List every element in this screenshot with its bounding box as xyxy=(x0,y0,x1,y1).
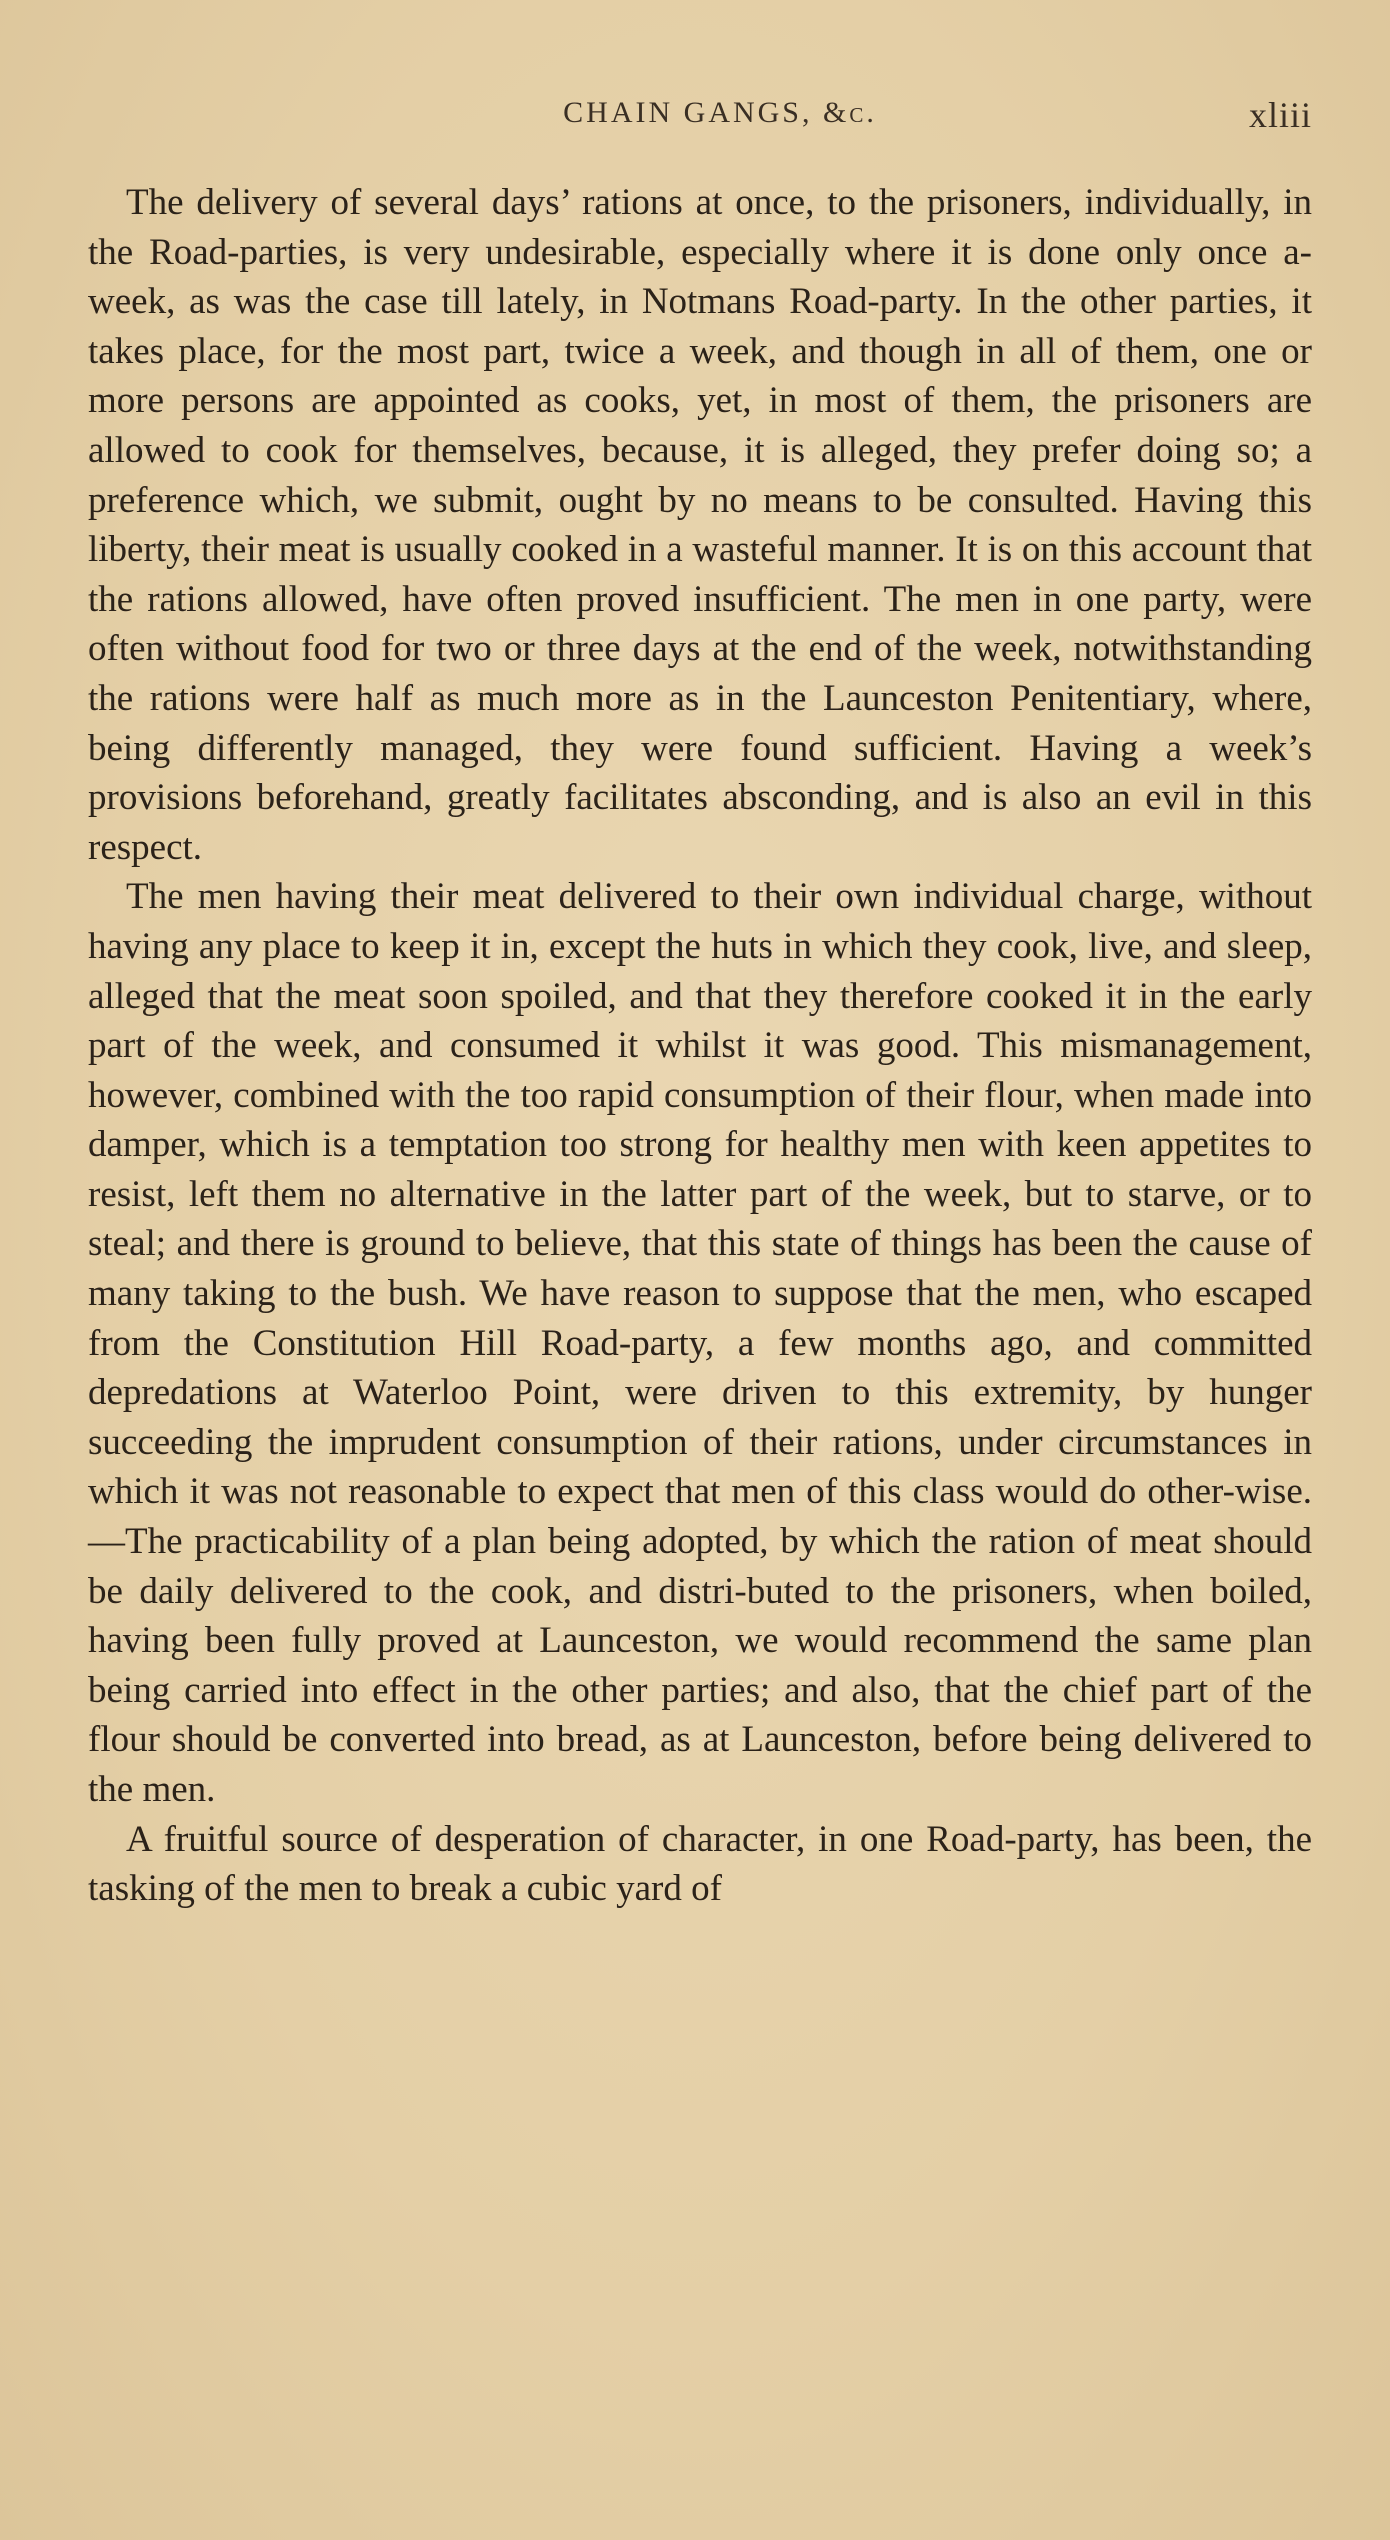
running-title: CHAIN GANGS, &c. xyxy=(563,96,877,129)
running-head xyxy=(88,96,1312,146)
body-text xyxy=(88,178,1312,1914)
paragraph-meat-mismanagement: The men having their meat delivered to their own individual charge, without having any place to keep it in, except the huts in which they cook, live, and sleep, alleged that the meat soon spoiled, and that they therefore cooked it in the early part of the week, and consumed it whilst it was good. This mismanagement, however, combined with the too rapid consumption of their flour, when made into damper, which is a temptation too strong for healthy men with keen appetites to resist, left them no alternative in the latter part of the week, but to starve, or to steal; and there is ground to believe, that this state of things has been the cause of many taking to the bush. We have reason to suppose that the men, who escaped from the Constitution Hill Road-party, a few months ago, and committed depredations at Waterloo Point, were driven to this extremity, by hunger succeeding the imprudent consumption of their rations, under circumstances in which it was not reasonable to expect that men of this class would do other-wise.—The practicability of a plan being adopted, by which the ration of meat should be daily delivered to the cook, and distri-buted to the prisoners, when boiled, having been fully proved at Launceston, we would recommend the same plan being carried into effect in the other parties; and also, that the chief part of the flour should be converted into bread, as at Launceston, before being delivered to the men. xyxy=(88,876,1312,1810)
paragraph-rations-delivery: The delivery of several days’ rations at once, to the prisoners, individually, in the Road-parties, is very undesirable, especially where it is done only once a-week, as was the case till lately, in Notmans Road-party. In the other parties, it takes place, for the most part, twice a week, and though in all of them, one or more persons are appointed as cooks, yet, in most of them, the prisoners are allowed to cook for themselves, because, it is alleged, they prefer doing so; a preference which, we submit, ought by no means to be consulted. Having this liberty, their meat is usually cooked in a wasteful manner. It is on this account that the rations allowed, have often proved insufficient. The men in one party, were often without food for two or three days at the end of the week, notwithstanding the rations were half as much more as in the Launceston Penitentiary, where, being differently managed, they were found sufficient. Having a week’s provisions beforehand, greatly facilitates absconding, and is also an evil in this respect. xyxy=(88,182,1312,868)
page-number: xliii xyxy=(1248,95,1312,135)
paragraph-tasking: A fruitful source of desperation of character, in one Road-party, has been, the tasking of the men to break a cubic yard of xyxy=(88,1818,1312,1910)
